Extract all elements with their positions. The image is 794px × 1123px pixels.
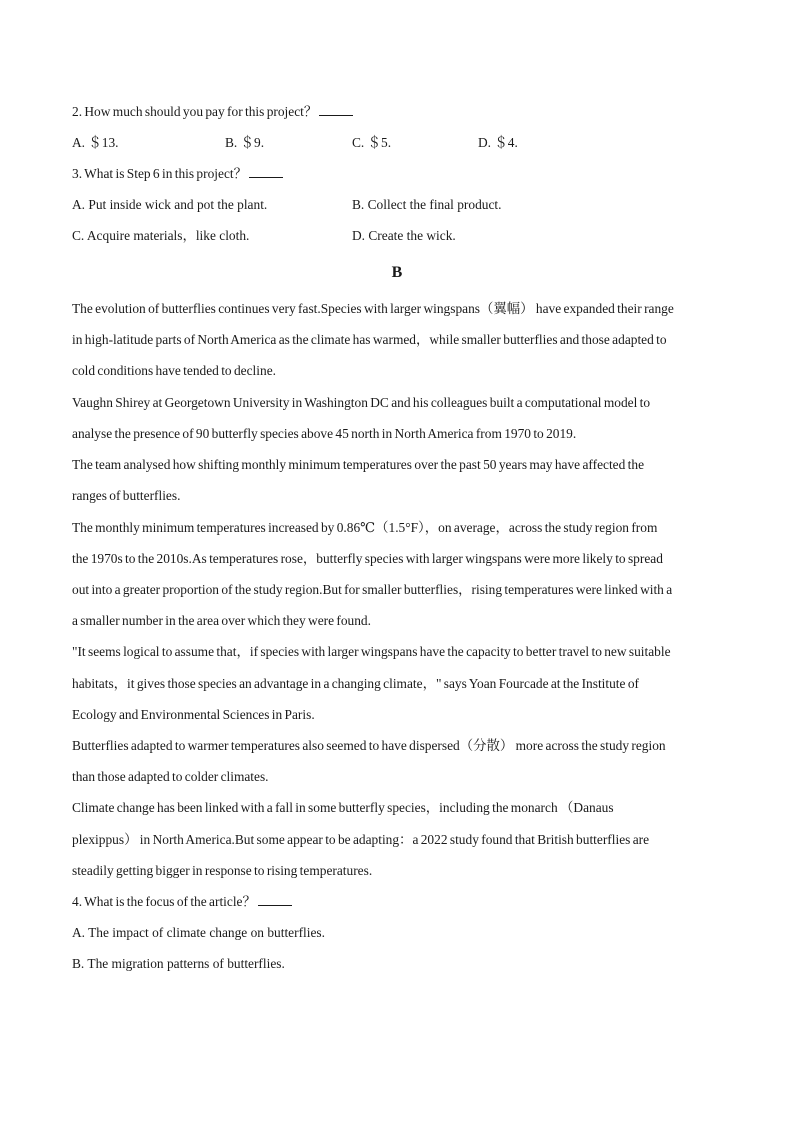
question-4-option-a: A. The impact of climate change on butterflies. bbox=[72, 925, 325, 940]
passage-line: the 1970s to the 2010s.As temperatures rose，butterfly species with larger wingspans were more likely to spread bbox=[72, 551, 663, 566]
passage-line: habitats，it gives those species an advantage in a changing climate，" says Yoan Fourcade at the Institute of bbox=[72, 676, 639, 691]
passage-line: The team analysed how shifting monthly minimum temperatures over the past 50 years may have affected the bbox=[72, 457, 645, 472]
question-2-option-c: C. ＄5. bbox=[352, 135, 392, 150]
passage-line: Ecology and Environmental Sciences in Paris. bbox=[72, 707, 315, 722]
question-3-stem: 3. What is Step 6 in this project？ bbox=[72, 166, 247, 181]
passage-line: a smaller number in the area over which they were found. bbox=[72, 613, 371, 628]
question-4-stem: 4. What is the focus of the article？ bbox=[72, 894, 256, 909]
passage-line: Butterflies adapted to warmer temperatures also seemed to have dispersed（分散） more across the study region bbox=[72, 738, 666, 753]
question-3-option-d: D. Create the wick. bbox=[352, 228, 456, 243]
passage-line: The evolution of butterflies continues very fast.Species with larger wingspans（翼幅） have expanded their range bbox=[72, 301, 674, 316]
answer-blank bbox=[258, 895, 292, 906]
passage-line: plexippus） in North America.But some appear to be adapting：a 2022 study found that British butterflies are bbox=[72, 832, 650, 847]
question-3 bbox=[72, 165, 283, 183]
passage-line: cold conditions have tended to decline. bbox=[72, 363, 276, 378]
question-2-option-d: D. ＄4. bbox=[478, 135, 518, 150]
passage-line: than those adapted to colder climates. bbox=[72, 769, 269, 784]
passage-line: out into a greater proportion of the study region.But for smaller butterflies，rising temperatures were linked with a bbox=[72, 582, 673, 597]
answer-blank bbox=[319, 105, 353, 116]
question-2-option-a: A. ＄13. bbox=[72, 135, 119, 150]
question-3-option-b: B. Collect the final product. bbox=[352, 197, 502, 212]
passage-line: ranges of butterflies. bbox=[72, 488, 181, 503]
passage-line: analyse the presence of 90 butterfly species above 45 north in North America from 1970 to 2019. bbox=[72, 426, 577, 441]
question-3-option-a: A. Put inside wick and pot the plant. bbox=[72, 197, 268, 212]
passage-line: in high-latitude parts of North America as the climate has warmed，while smaller butterflies and those adapted to bbox=[72, 332, 667, 347]
question-2-stem: 2. How much should you pay for this project？ bbox=[72, 104, 318, 119]
passage-line: The monthly minimum temperatures increased by 0.86℃（1.5°F），on average，across the study region from bbox=[72, 520, 658, 535]
question-2-option-b: B. ＄9. bbox=[225, 135, 265, 150]
passage-line: Vaughn Shirey at Georgetown University in Washington DC and his colleagues built a computational model to bbox=[72, 395, 651, 410]
question-4 bbox=[72, 893, 292, 911]
question-4-option-b: B. The migration patterns of butterflies. bbox=[72, 956, 285, 971]
question-3-option-c: C. Acquire materials，like cloth. bbox=[72, 228, 250, 243]
answer-blank bbox=[249, 167, 283, 178]
question-2 bbox=[72, 103, 353, 121]
passage-line: steadily getting bigger in response to rising temperatures. bbox=[72, 863, 373, 878]
passage-line: Climate change has been linked with a fall in some butterfly species，including the monarch （Danaus bbox=[72, 800, 614, 815]
section-b-heading: B bbox=[391, 264, 403, 281]
passage-line: "It seems logical to assume that，if species with larger wingspans have the capacity to better travel to new suitable bbox=[72, 644, 671, 659]
